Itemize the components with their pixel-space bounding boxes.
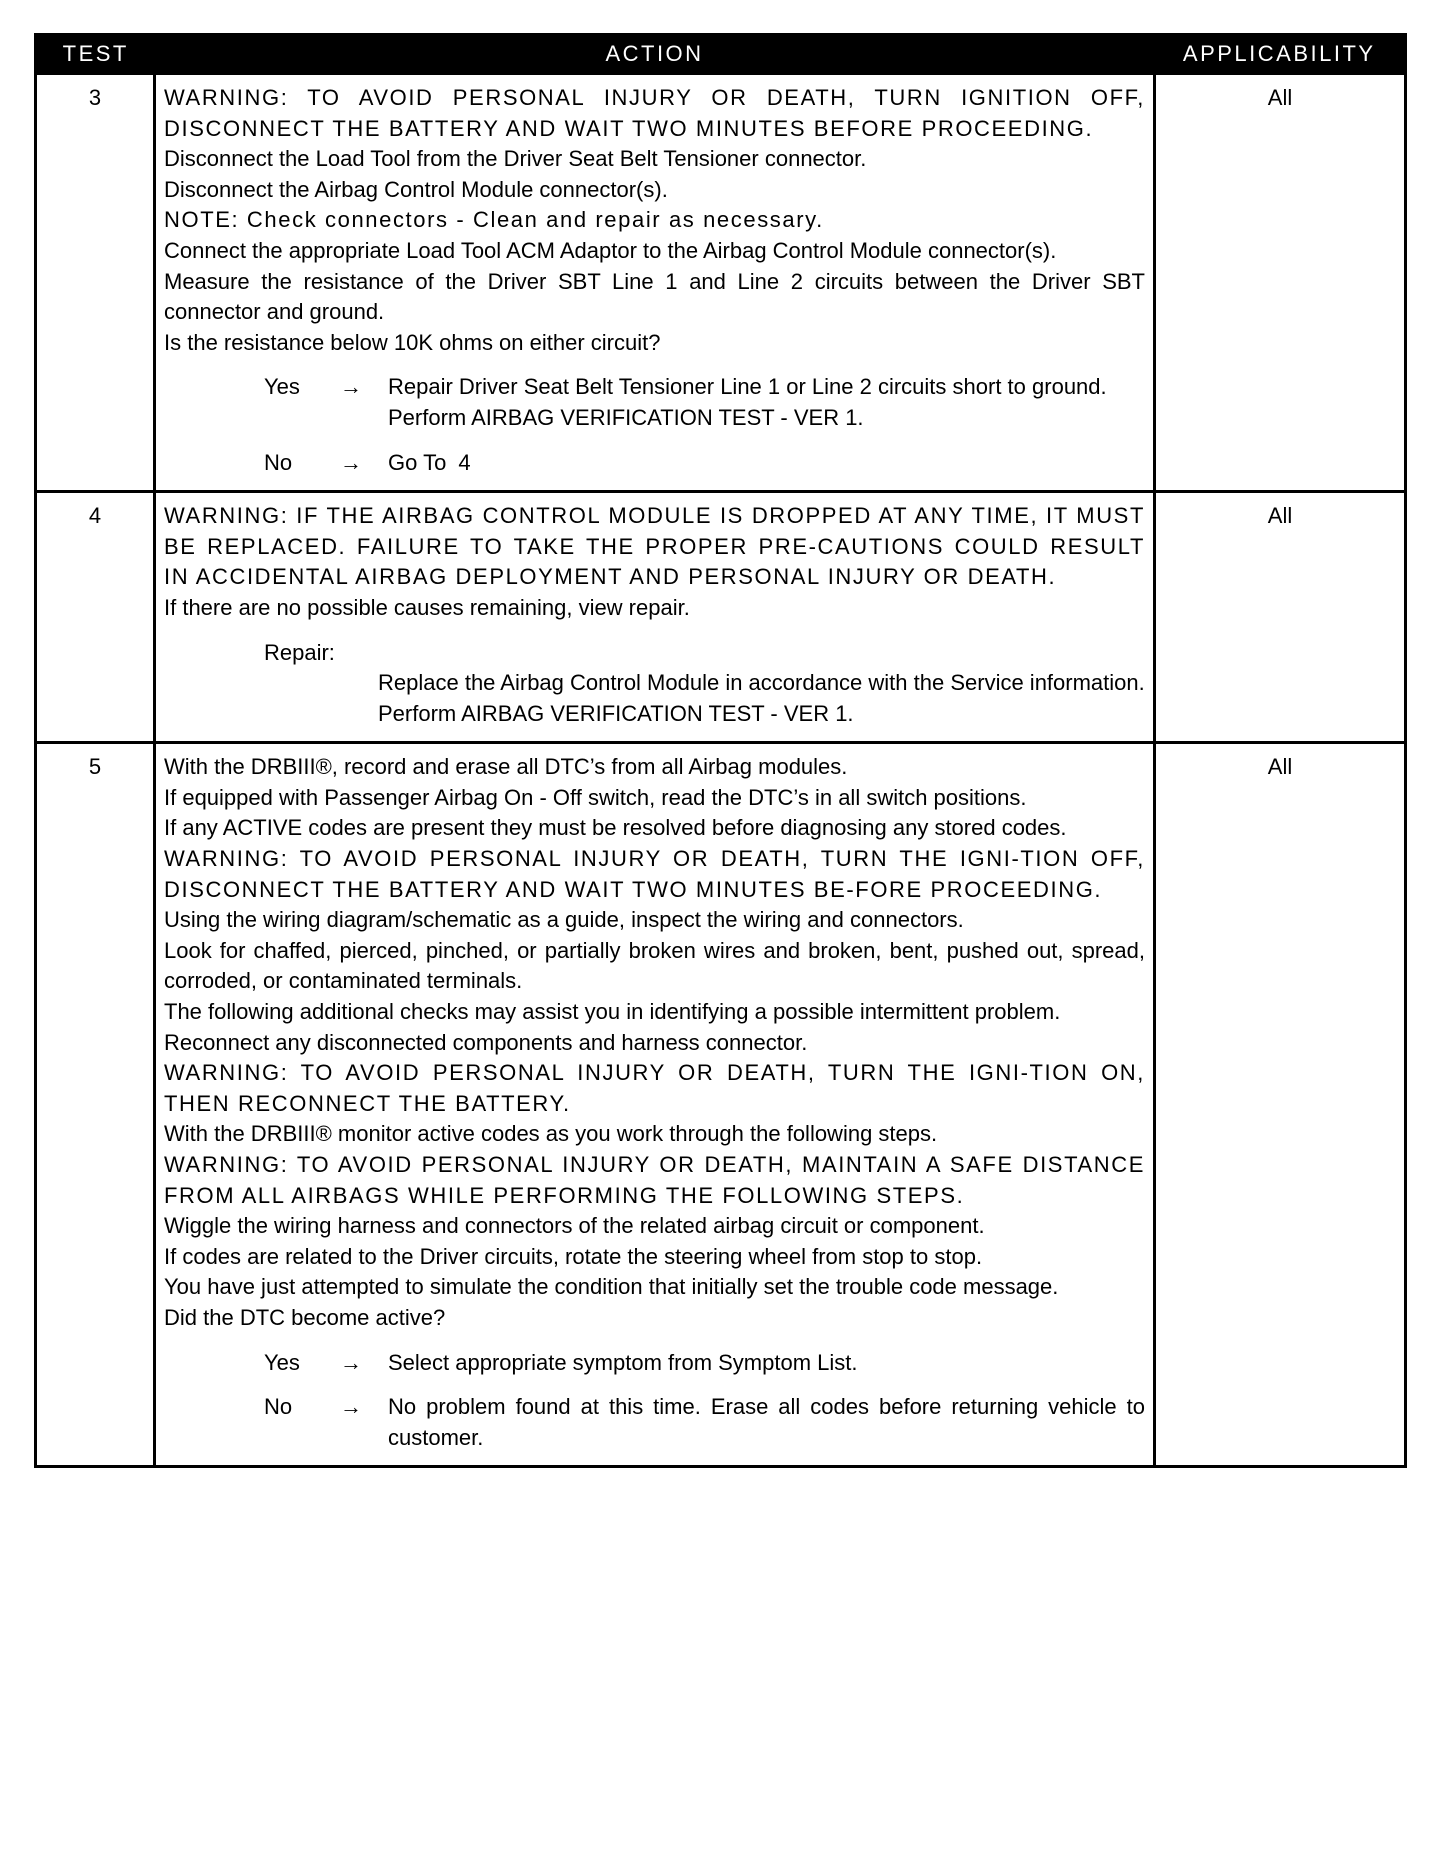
action-step: If equipped with Passenger Airbag On - Off switch, read the DTC’s in all switch positions.	[164, 784, 1027, 810]
note-text: NOTE: Check connectors - Clean and repair as necessary.	[164, 207, 824, 233]
action-step: With the DRBIII® monitor active codes as you work through the following steps.	[164, 1121, 938, 1147]
right-arrow-icon: →	[340, 1394, 362, 1420]
applicability-value: All	[1155, 74, 1406, 492]
action-cell	[155, 74, 1155, 492]
yes-body	[388, 372, 1145, 433]
diagnostic-page	[34, 33, 1404, 1468]
applicability-value: All	[1155, 492, 1406, 743]
no-label: No	[264, 1394, 293, 1420]
no-label: No	[264, 449, 293, 475]
right-arrow-icon: →	[340, 374, 362, 400]
warning-text: WARNING: TO AVOID PERSONAL INJURY OR DEATH, TURN IGNITION OFF, DISCONNECT THE BATTERY AND WAIT TWO MINUTES BEFORE PROCEEDING.	[164, 85, 1145, 141]
warning-text: WARNING: TO AVOID PERSONAL INJURY OR DEATH, MAINTAIN A SAFE DISTANCE FROM ALL AIRBAGS WHILE PERFORMING THE FOLLOWING STEPS.	[164, 1152, 1145, 1208]
header-action: ACTION	[155, 35, 1155, 74]
right-arrow-icon: →	[340, 1349, 362, 1375]
action-step: With the DRBIII®, record and erase all DTC’s from all Airbag modules.	[164, 754, 848, 780]
yes-line: Repair Driver Seat Belt Tensioner Line 1 or Line 2 circuits short to ground.	[388, 374, 1107, 400]
table-row-test-3	[36, 74, 1406, 492]
header-test: TEST	[36, 35, 155, 74]
table-row-test-5	[36, 743, 1406, 1467]
repair-line: Replace the Airbag Control Module in accordance with the Service information.	[378, 670, 1145, 696]
action-step: If codes are related to the Driver circuits, rotate the steering wheel from stop to stop.	[164, 1243, 983, 1269]
diagnostic-table	[34, 33, 1407, 1468]
goto-label: Go To	[388, 449, 447, 475]
action-step: Wiggle the wiring harness and connectors of the related airbag circuit or component.	[164, 1213, 985, 1239]
action-step: The following additional checks may assist you in identifying a possible intermittent problem.	[164, 999, 1061, 1025]
yes-label: Yes	[264, 374, 300, 400]
yes-response	[264, 1348, 1145, 1379]
table-header-row	[36, 35, 1406, 74]
action-step: Connect the appropriate Load Tool ACM Adaptor to the Airbag Control Module connector(s).	[164, 237, 1057, 263]
test-number: 5	[36, 743, 155, 1467]
yes-line: Select appropriate symptom from Symptom List.	[388, 1349, 858, 1375]
question-text: Did the DTC become active?	[164, 1304, 446, 1330]
warning-text: WARNING: TO AVOID PERSONAL INJURY OR DEATH, TURN THE IGNI-TION OFF, DISCONNECT THE BATTERY AND WAIT TWO MINUTES BE-FORE PROCEEDING.	[164, 846, 1145, 902]
action-step: Reconnect any disconnected components and harness connector.	[164, 1029, 808, 1055]
action-step: Disconnect the Airbag Control Module connector(s).	[164, 176, 668, 202]
yes-label: Yes	[264, 1349, 300, 1375]
action-cell	[155, 743, 1155, 1467]
warning-text: WARNING: IF THE AIRBAG CONTROL MODULE IS DROPPED AT ANY TIME, IT MUST BE REPLACED. FAILURE TO TAKE THE PROPER PRE-CAUTIONS COULD RESULT IN ACCIDENTAL AIRBAG DEPLOYMENT AND PERSONAL INJURY OR DEATH.	[164, 503, 1145, 590]
table-row-test-4	[36, 492, 1406, 743]
applicability-value: All	[1155, 743, 1406, 1467]
yes-line: Perform AIRBAG VERIFICATION TEST - VER 1.	[388, 404, 864, 430]
action-step: Using the wiring diagram/schematic as a guide, inspect the wiring and connectors.	[164, 907, 964, 933]
action-cell	[155, 492, 1155, 743]
no-line: No problem found at this time. Erase all codes before returning vehicle to customer.	[388, 1394, 1145, 1450]
action-step: If any ACTIVE codes are present they must be resolved before diagnosing any stored codes.	[164, 815, 1067, 841]
right-arrow-icon: →	[340, 449, 362, 475]
header-applicability: APPLICABILITY	[1155, 35, 1406, 74]
action-step: Look for chaffed, pierced, pinched, or partially broken wires and broken, bent, pushed out, spread, corroded, or contaminated terminals.	[164, 937, 1145, 994]
repair-label: Repair:	[264, 639, 335, 665]
action-step: Disconnect the Load Tool from the Driver Seat Belt Tensioner connector.	[164, 146, 867, 172]
yes-body	[388, 1348, 1145, 1379]
test-number: 4	[36, 492, 155, 743]
action-step: If there are no possible causes remaining, view repair.	[164, 594, 690, 620]
question-text: Is the resistance below 10K ohms on either circuit?	[164, 329, 661, 355]
no-response	[264, 448, 1145, 479]
goto-number: 4	[458, 449, 471, 475]
action-step: Measure the resistance of the Driver SBT Line 1 and Line 2 circuits between the Driver SBT connector and ground.	[164, 268, 1145, 325]
warning-text: WARNING: TO AVOID PERSONAL INJURY OR DEATH, TURN THE IGNI-TION ON, THEN RECONNECT THE BATTERY.	[164, 1060, 1145, 1116]
no-body	[388, 448, 1145, 479]
repair-body	[378, 668, 1145, 729]
yes-response	[264, 372, 1145, 433]
no-body	[388, 1392, 1145, 1453]
repair-line: Perform AIRBAG VERIFICATION TEST - VER 1.	[378, 700, 854, 726]
test-number: 3	[36, 74, 155, 492]
action-step: You have just attempted to simulate the condition that initially set the trouble code message.	[164, 1274, 1059, 1300]
no-response	[264, 1392, 1145, 1453]
